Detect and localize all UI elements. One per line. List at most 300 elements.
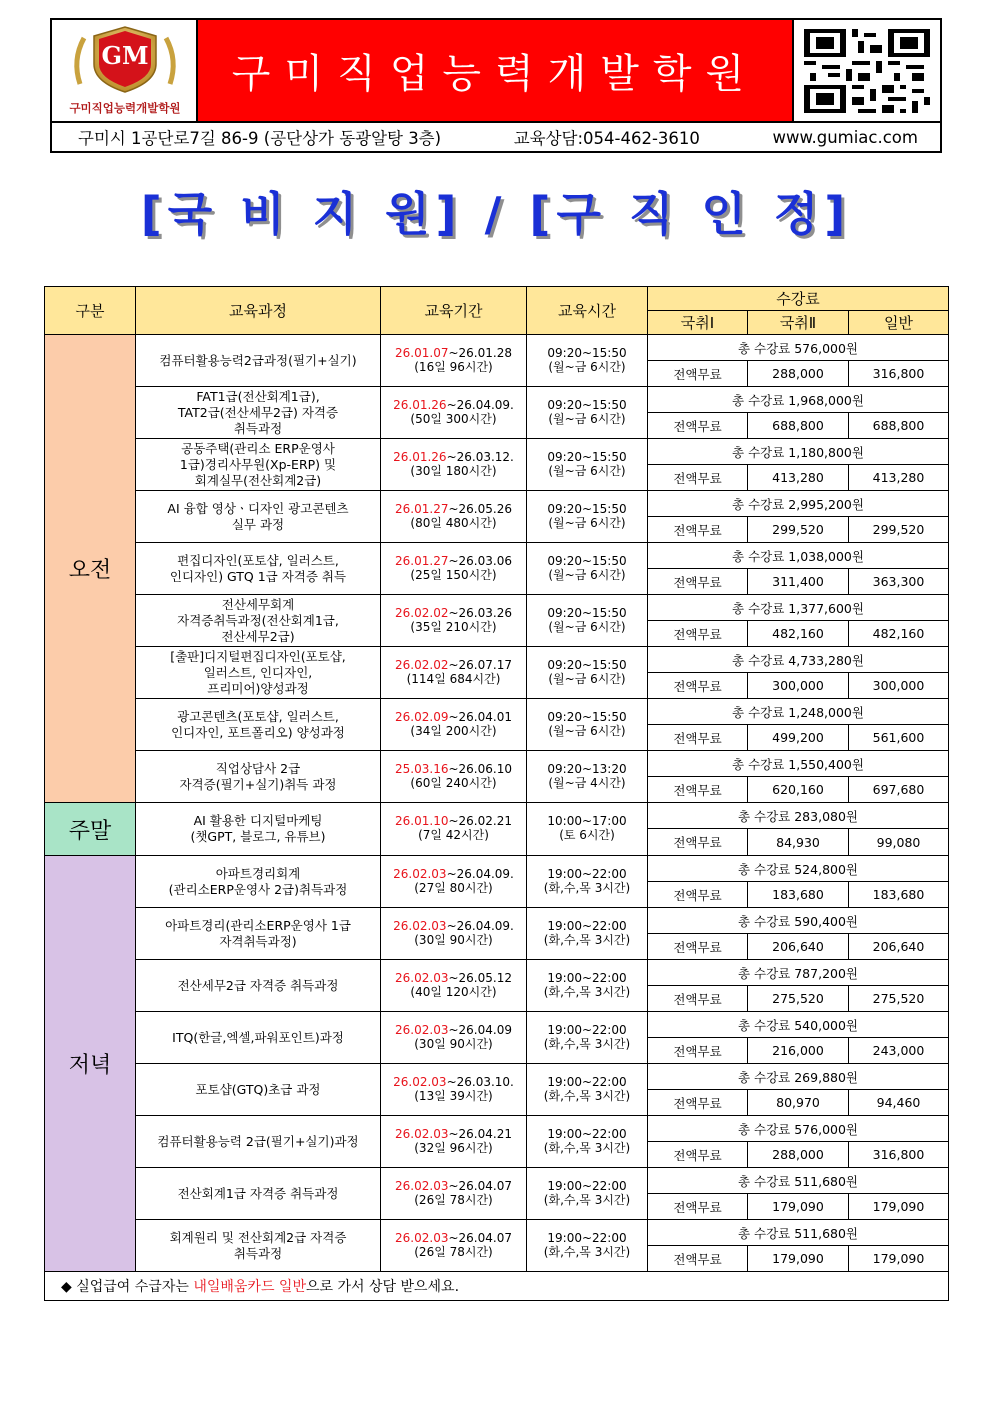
fee-total: 총 수강료 524,800원 — [648, 856, 949, 882]
contact-bar — [52, 121, 940, 151]
period-days: (27일 80시간) — [414, 880, 493, 895]
period-start: 26.01.10 — [395, 814, 449, 829]
period-end: ~26.03.06 — [448, 553, 512, 568]
course-name-line: 회계실무(전산회계2급) — [194, 472, 322, 488]
fee-total: 총 수강료 1,038,000원 — [648, 543, 949, 569]
fee-type1: 전액무료 — [648, 1246, 748, 1272]
fee-type2: 80,970 — [748, 1090, 849, 1116]
fee-type2: 413,280 — [748, 465, 849, 491]
fee-type2: 688,800 — [748, 413, 849, 439]
table-row — [45, 1220, 949, 1246]
time-weekdays: (월~금 6시간) — [548, 619, 626, 634]
fee-total: 총 수강료 1,550,400원 — [648, 751, 949, 777]
course-name-line: 직업상담사 2급 — [215, 760, 301, 776]
academy-title: 구미직업능력개발학원 — [231, 51, 759, 97]
time-weekdays: (월~금 6시간) — [548, 567, 626, 582]
fee-total: 총 수강료 1,248,000원 — [648, 699, 949, 725]
time-weekdays: (화,수,목 3시간) — [543, 1140, 631, 1155]
period-range — [381, 711, 526, 725]
time-hours: 09:20~15:50 — [547, 449, 627, 464]
course-rows — [45, 335, 949, 1272]
course-period — [381, 335, 527, 387]
period-range — [381, 815, 526, 829]
course-period — [381, 1116, 527, 1168]
course-name-line: 편집디자인(포토샵, 일러스트, — [177, 552, 339, 568]
fee-type1: 전액무료 — [648, 361, 748, 387]
course-name-line: 실무 과정 — [231, 516, 285, 532]
table-row — [45, 387, 949, 413]
course-table — [44, 286, 949, 1301]
fee-general: 482,160 — [849, 621, 949, 647]
period-range — [381, 399, 526, 413]
period-end: ~26.07.17 — [448, 657, 512, 672]
period-range — [381, 659, 526, 673]
course-period — [381, 1168, 527, 1220]
fee-type2: 288,000 — [748, 1142, 849, 1168]
header-category: 구분 — [45, 287, 136, 335]
course-name-line: 아파트경리회계 — [215, 865, 301, 881]
fee-general: 363,300 — [849, 569, 949, 595]
table-row — [45, 856, 949, 882]
fee-type1: 전액무료 — [648, 882, 748, 908]
period-days: (26일 78시간) — [414, 1192, 493, 1207]
fee-total: 총 수강료 576,000원 — [648, 1116, 949, 1142]
course-name — [136, 335, 381, 387]
course-name-line: 취득과정 — [233, 420, 283, 436]
course-name-line: FAT1급(전산회계1급), — [196, 388, 320, 404]
course-time — [527, 387, 648, 439]
period-start: 26.02.03 — [395, 970, 449, 985]
logo-letters: GM — [101, 41, 149, 70]
table-row — [45, 1116, 949, 1142]
course-time — [527, 1168, 648, 1220]
period-end: ~26.04.01 — [448, 709, 512, 724]
course-name-line: 자격취득과정) — [219, 933, 297, 949]
fee-type1: 전액무료 — [648, 986, 748, 1012]
period-start: 26.02.03 — [395, 1178, 449, 1193]
course-period — [381, 439, 527, 491]
fee-general: 688,800 — [849, 413, 949, 439]
course-name-line: (챗GPT, 블로그, 유튜브) — [190, 829, 326, 844]
period-days: (34일 200시간) — [410, 723, 497, 738]
period-days: (80일 480시간) — [410, 515, 497, 530]
course-time — [527, 1220, 648, 1272]
course-name-line: 광고콘텐츠(포토샵, 일러스트, — [177, 708, 339, 724]
period-start: 26.02.03 — [393, 1074, 447, 1089]
header-fee: 수강료 — [648, 287, 949, 311]
course-time — [527, 960, 648, 1012]
period-days: (32일 96시간) — [414, 1140, 493, 1155]
period-start: 26.01.27 — [395, 501, 449, 516]
period-end: ~26.02.21 — [448, 814, 512, 829]
course-time — [527, 595, 648, 647]
course-name — [136, 1012, 381, 1064]
fee-type2: 216,000 — [748, 1038, 849, 1064]
period-end: ~26.04.09. — [446, 397, 514, 412]
course-period — [381, 543, 527, 595]
time-hours: 09:20~15:50 — [547, 605, 627, 620]
header-time: 교육시간 — [527, 287, 648, 335]
period-range — [381, 555, 526, 569]
period-range — [381, 1128, 526, 1142]
fee-type1: 전액무료 — [648, 725, 748, 751]
course-time — [527, 908, 648, 960]
period-days: (26일 78시간) — [414, 1244, 493, 1259]
fee-type2: 183,680 — [748, 882, 849, 908]
table-row — [45, 699, 949, 725]
course-name-line: 컴퓨터활용능력 2급(필기+실기)과정 — [157, 1133, 359, 1149]
time-weekdays: (화,수,목 3시간) — [543, 1088, 631, 1103]
course-time — [527, 491, 648, 543]
course-period — [381, 647, 527, 699]
course-name — [136, 387, 381, 439]
period-start: 26.02.02 — [395, 657, 449, 672]
course-period — [381, 491, 527, 543]
period-start: 26.02.03 — [393, 866, 447, 881]
fee-type1: 전액무료 — [648, 1090, 748, 1116]
period-end: ~26.04.09 — [448, 1022, 512, 1037]
fee-type2: 275,520 — [748, 986, 849, 1012]
course-name — [136, 960, 381, 1012]
course-name — [136, 751, 381, 803]
course-name — [136, 1168, 381, 1220]
course-time — [527, 335, 648, 387]
course-name — [136, 595, 381, 647]
course-name-line: 인디자인, 포트폴리오) 양성과정 — [171, 724, 345, 740]
fee-general: 697,680 — [849, 777, 949, 803]
time-hours: 19:00~22:00 — [547, 1126, 627, 1141]
period-start: 26.01.27 — [395, 553, 449, 568]
course-name-line: 자격증(필기+실기)취득 과정 — [179, 776, 337, 792]
course-name — [136, 543, 381, 595]
time-weekdays: (화,수,목 3시간) — [543, 984, 631, 999]
course-name-line: 컴퓨터활용능력2급과정(필기+실기) — [159, 352, 357, 368]
fee-general: 99,080 — [849, 829, 949, 856]
course-time — [527, 439, 648, 491]
period-days: (40일 120시간) — [410, 984, 497, 999]
table-row — [45, 491, 949, 517]
table-row — [45, 908, 949, 934]
period-end: ~26.03.12. — [446, 449, 514, 464]
table-row — [45, 751, 949, 777]
fee-type1: 전액무료 — [648, 413, 748, 439]
fee-total: 총 수강료 511,680원 — [648, 1220, 949, 1246]
course-name-line: 공동주택(관리소 ERP운영사 — [181, 440, 335, 456]
fee-general: 299,520 — [849, 517, 949, 543]
course-time — [527, 699, 648, 751]
address-text: 구미시 1공단로7길 86-9 (공단상가 동광알탕 3층) — [78, 129, 442, 148]
course-name-line: 전산세무회계 — [221, 596, 295, 612]
period-range — [381, 347, 526, 361]
time-weekdays: (화,수,목 3시간) — [543, 932, 631, 947]
period-end: ~26.06.10 — [448, 761, 512, 776]
time-weekdays: (토 6시간) — [559, 828, 615, 842]
footer-note — [45, 1272, 949, 1301]
fee-general: 316,800 — [849, 1142, 949, 1168]
course-time — [527, 751, 648, 803]
fee-total: 총 수강료 590,400원 — [648, 908, 949, 934]
period-start: 26.02.03 — [395, 1126, 449, 1141]
header-course: 교육과정 — [136, 287, 381, 335]
course-time — [527, 1064, 648, 1116]
course-name-line: 일러스트, 인디자인, — [203, 664, 313, 680]
time-hours: 09:20~13:20 — [547, 761, 627, 776]
footer-text-after: 으로 가서 상담 받으세요. — [305, 1279, 460, 1295]
period-range — [381, 763, 526, 777]
period-range — [381, 1076, 526, 1090]
table-row — [45, 803, 949, 829]
period-days: (16일 96시간) — [414, 359, 493, 374]
course-name — [136, 856, 381, 908]
fee-general: 179,090 — [849, 1246, 949, 1272]
course-name-line: 회계원리 및 전산회계2급 자격증 — [169, 1229, 347, 1245]
course-time — [527, 856, 648, 908]
academy-header — [50, 18, 942, 153]
fee-general: 275,520 — [849, 986, 949, 1012]
fee-general: 206,640 — [849, 934, 949, 960]
fee-type1: 전액무료 — [648, 1142, 748, 1168]
course-name-line: 아파트경리(관리소ERP운영사 1급 — [165, 917, 351, 933]
fee-total: 총 수강료 540,000원 — [648, 1012, 949, 1038]
period-days: (60일 240시간) — [410, 775, 497, 790]
course-name-line: TAT2급(전산세무2급) 자격증 — [177, 404, 339, 420]
time-hours: 09:20~15:50 — [547, 709, 627, 724]
period-start: 26.02.03 — [393, 918, 447, 933]
course-period — [381, 960, 527, 1012]
period-days: (35일 210시간) — [410, 619, 497, 634]
period-end: ~26.01.28 — [448, 345, 512, 360]
course-name-line: 포토샵(GTQ)초급 과정 — [195, 1081, 321, 1097]
period-range — [381, 920, 526, 934]
period-start: 26.01.07 — [395, 345, 449, 360]
header-period: 교육기간 — [381, 287, 527, 335]
course-name-line: 취득과정 — [233, 1245, 283, 1261]
period-start: 26.02.02 — [395, 605, 449, 620]
table-row — [45, 335, 949, 361]
time-weekdays: (화,수,목 3시간) — [543, 1036, 631, 1051]
academy-banner — [198, 20, 792, 121]
category-morning: 오전 — [45, 335, 136, 803]
course-name — [136, 1116, 381, 1168]
course-name-line: AI 융합 영상ㆍ디자인 광고콘텐츠 — [167, 500, 349, 516]
period-end: ~26.04.21 — [448, 1126, 512, 1141]
fee-type2: 300,000 — [748, 673, 849, 699]
time-hours: 09:20~15:50 — [547, 397, 627, 412]
period-start: 26.01.26 — [393, 449, 447, 464]
time-hours: 19:00~22:00 — [547, 918, 627, 933]
time-hours: 09:20~15:50 — [547, 345, 627, 360]
fee-type2: 620,160 — [748, 777, 849, 803]
period-days: (13일 39시간) — [414, 1088, 493, 1103]
period-range — [381, 972, 526, 986]
course-time — [527, 803, 648, 856]
table-row — [45, 960, 949, 986]
footer-highlight: 내일배움카드 일반 — [193, 1279, 306, 1295]
course-name-line: 전산세무2급) — [221, 628, 295, 644]
table-row — [45, 543, 949, 569]
fee-type2: 299,520 — [748, 517, 849, 543]
period-start: 26.02.03 — [395, 1022, 449, 1037]
fee-type2: 206,640 — [748, 934, 849, 960]
header-fee-type1: 국취Ⅰ — [648, 311, 748, 335]
time-hours: 10:00~17:00 — [547, 814, 627, 829]
fee-type2: 499,200 — [748, 725, 849, 751]
fee-type2: 84,930 — [748, 829, 849, 856]
period-end: ~26.04.07 — [448, 1230, 512, 1245]
time-hours: 19:00~22:00 — [547, 970, 627, 985]
fee-total: 총 수강료 576,000원 — [648, 335, 949, 361]
fee-type1: 전액무료 — [648, 569, 748, 595]
fee-general: 300,000 — [849, 673, 949, 699]
table-row — [45, 1012, 949, 1038]
period-end: ~26.04.09. — [446, 866, 514, 881]
fee-type1: 전액무료 — [648, 829, 748, 856]
table-row — [45, 595, 949, 621]
course-name-line: 자격증취득과정(전산회계1급, — [177, 612, 339, 628]
period-start: 26.02.09 — [395, 709, 449, 724]
fee-general: 94,460 — [849, 1090, 949, 1116]
fee-type1: 전액무료 — [648, 934, 748, 960]
time-weekdays: (월~금 6시간) — [548, 359, 626, 374]
period-range — [381, 1180, 526, 1194]
category-weekend: 주말 — [45, 803, 136, 856]
course-name — [136, 908, 381, 960]
fee-type1: 전액무료 — [648, 777, 748, 803]
period-days: (30일 90시간) — [414, 932, 493, 947]
time-weekdays: (월~금 6시간) — [548, 463, 626, 478]
time-weekdays: (화,수,목 3시간) — [543, 1192, 631, 1207]
course-time — [527, 647, 648, 699]
period-days: (7일 42시간) — [418, 828, 489, 842]
period-range — [381, 503, 526, 517]
course-name — [136, 647, 381, 699]
course-name-line: ITQ(한글,엑셀,파워포인트)과정 — [172, 1029, 344, 1045]
fee-type1: 전액무료 — [648, 1194, 748, 1220]
course-period — [381, 387, 527, 439]
course-period — [381, 699, 527, 751]
period-end: ~26.04.07 — [448, 1178, 512, 1193]
period-range — [381, 868, 526, 882]
fee-type2: 288,000 — [748, 361, 849, 387]
time-hours: 09:20~15:50 — [547, 553, 627, 568]
course-time — [527, 1012, 648, 1064]
fee-type1: 전액무료 — [648, 621, 748, 647]
period-start: 26.02.03 — [395, 1230, 449, 1245]
course-period — [381, 908, 527, 960]
fee-total: 총 수강료 1,180,800원 — [648, 439, 949, 465]
header-fee-general: 일반 — [849, 311, 949, 335]
table-row — [45, 439, 949, 465]
period-range — [381, 1232, 526, 1246]
fee-type1: 전액무료 — [648, 517, 748, 543]
fee-general: 179,090 — [849, 1194, 949, 1220]
fee-total: 총 수강료 283,080원 — [648, 803, 949, 829]
phone-text: 교육상담:054-462-3610 — [513, 129, 700, 148]
academy-logo — [52, 20, 198, 121]
course-name-line: (관리소ERP운영사 2급)취득과정 — [168, 881, 348, 897]
logo-caption: 구미직업능력개발학원 — [69, 101, 181, 115]
footer-bullet-icon: ◆ — [61, 1279, 72, 1295]
period-days: (114일 684시간) — [406, 671, 501, 686]
course-period — [381, 595, 527, 647]
course-period — [381, 751, 527, 803]
period-start: 25.03.16 — [395, 761, 449, 776]
course-name-line: AI 활용한 디지털마케팅 — [193, 813, 323, 828]
fee-type2: 179,090 — [748, 1246, 849, 1272]
time-hours: 19:00~22:00 — [547, 1178, 627, 1193]
course-name — [136, 491, 381, 543]
course-period — [381, 1064, 527, 1116]
time-hours: 19:00~22:00 — [547, 1074, 627, 1089]
fee-general: 316,800 — [849, 361, 949, 387]
fee-total: 총 수강료 269,880원 — [648, 1064, 949, 1090]
course-name-line: 인디자인) GTQ 1급 자격증 취득 — [169, 568, 347, 584]
period-end: ~26.05.12 — [448, 970, 512, 985]
time-hours: 19:00~22:00 — [547, 866, 627, 881]
table-row — [45, 647, 949, 673]
time-weekdays: (화,수,목 3시간) — [543, 1244, 631, 1259]
header-fee-type2: 국취Ⅱ — [748, 311, 849, 335]
fee-total: 총 수강료 1,377,600원 — [648, 595, 949, 621]
course-period — [381, 803, 527, 856]
table-row — [45, 1168, 949, 1194]
course-time — [527, 1116, 648, 1168]
course-period — [381, 856, 527, 908]
course-period — [381, 1220, 527, 1272]
fee-type2: 482,160 — [748, 621, 849, 647]
time-weekdays: (월~금 6시간) — [548, 671, 626, 686]
fee-type2: 179,090 — [748, 1194, 849, 1220]
period-days: (25일 150시간) — [410, 567, 497, 582]
category-evening: 저녁 — [45, 856, 136, 1272]
course-name-line: [출판]디지털편집디자인(포토샵, — [170, 648, 346, 664]
fee-type2: 311,400 — [748, 569, 849, 595]
fee-total: 총 수강료 787,200원 — [648, 960, 949, 986]
fee-general: 413,280 — [849, 465, 949, 491]
fee-type1: 전액무료 — [648, 465, 748, 491]
website-link[interactable]: www.gumiac.com — [772, 127, 918, 147]
period-days: (30일 90시간) — [414, 1036, 493, 1051]
period-range — [381, 451, 526, 465]
course-period — [381, 1012, 527, 1064]
time-weekdays: (월~금 6시간) — [548, 515, 626, 530]
fee-general: 183,680 — [849, 882, 949, 908]
fee-total: 총 수강료 2,995,200원 — [648, 491, 949, 517]
fee-total: 총 수강료 4,733,280원 — [648, 647, 949, 673]
time-weekdays: (월~금 6시간) — [548, 723, 626, 738]
time-hours: 19:00~22:00 — [547, 1022, 627, 1037]
time-weekdays: (월~금 4시간) — [548, 775, 626, 790]
course-name — [136, 699, 381, 751]
fee-total: 총 수강료 511,680원 — [648, 1168, 949, 1194]
period-days: (50일 300시간) — [410, 411, 497, 426]
course-name-line: 1급)경리사무원(Xp-ERP) 및 — [179, 456, 337, 472]
course-name-line: 전산세무2급 자격증 취득과정 — [177, 977, 339, 993]
qr-code-icon[interactable] — [792, 20, 940, 121]
period-end: ~26.03.26 — [448, 605, 512, 620]
course-name-line: 전산회계1급 자격증 취득과정 — [177, 1185, 339, 1201]
time-hours: 09:20~15:50 — [547, 501, 627, 516]
period-end: ~26.05.26 — [448, 501, 512, 516]
time-weekdays: (화,수,목 3시간) — [543, 880, 631, 895]
course-name — [136, 803, 381, 856]
period-end: ~26.03.10. — [446, 1074, 514, 1089]
gm-emblem-icon — [62, 24, 188, 96]
course-name — [136, 1064, 381, 1116]
fee-type1: 전액무료 — [648, 673, 748, 699]
period-range — [381, 1024, 526, 1038]
time-hours: 09:20~15:50 — [547, 657, 627, 672]
